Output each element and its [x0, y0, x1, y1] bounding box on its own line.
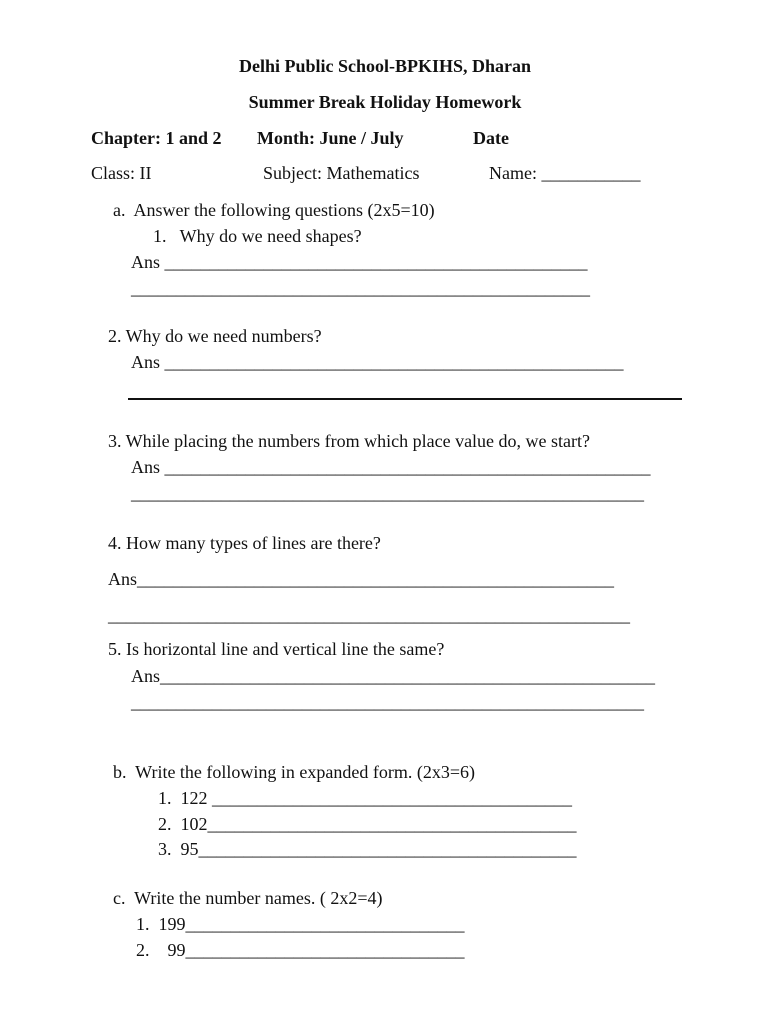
- class-label: Class: II: [91, 163, 152, 183]
- expanded-item: 2. 102_________________________________________: [158, 814, 577, 834]
- answer-line: Ans ___________________________________________________: [131, 352, 624, 372]
- question-3: 3. While placing the numbers from which place value do, we start?: [108, 431, 591, 451]
- answer-line: Ans _______________________________________________: [131, 252, 588, 272]
- answer-line: _________________________________________________________: [131, 483, 644, 503]
- number-name-item: 1. 199_______________________________: [136, 914, 465, 934]
- chapter-label: Chapter: 1 and 2: [91, 128, 222, 148]
- answer-line: ___________________________________________________: [131, 278, 590, 298]
- answer-line: Ans_____________________________________________________: [108, 569, 615, 589]
- section-b-heading: b. Write the following in expanded form. (2x3=6): [113, 762, 476, 782]
- answer-rule: [128, 398, 682, 400]
- question-1: 1. Why do we need shapes?: [153, 226, 362, 246]
- question-2: 2. Why do we need numbers?: [108, 326, 322, 346]
- month-label: Month: June / July: [257, 128, 404, 148]
- homework-title: Summer Break Holiday Homework: [248, 92, 522, 112]
- expanded-item: 3. 95__________________________________________: [158, 839, 577, 859]
- question-4: 4. How many types of lines are there?: [108, 533, 381, 553]
- section-c-heading: c. Write the number names. ( 2x2=4): [113, 888, 383, 908]
- answer-line: Ans_______________________________________________________: [131, 666, 656, 686]
- subject-label: Subject: Mathematics: [263, 163, 420, 183]
- school-name: Delhi Public School-BPKIHS, Dharan: [238, 56, 532, 76]
- name-field: Name: ___________: [489, 163, 641, 183]
- answer-line: _________________________________________________________: [131, 692, 644, 712]
- question-5: 5. Is horizontal line and vertical line the same?: [108, 639, 445, 659]
- answer-line: __________________________________________________________: [108, 605, 630, 625]
- answer-line: Ans ______________________________________________________: [131, 457, 651, 477]
- number-name-item: 2. 99_______________________________: [136, 940, 465, 960]
- date-label: Date: [473, 128, 509, 148]
- expanded-item: 1. 122 ________________________________________: [158, 788, 572, 808]
- section-a-heading: a. Answer the following questions (2x5=10): [113, 200, 435, 220]
